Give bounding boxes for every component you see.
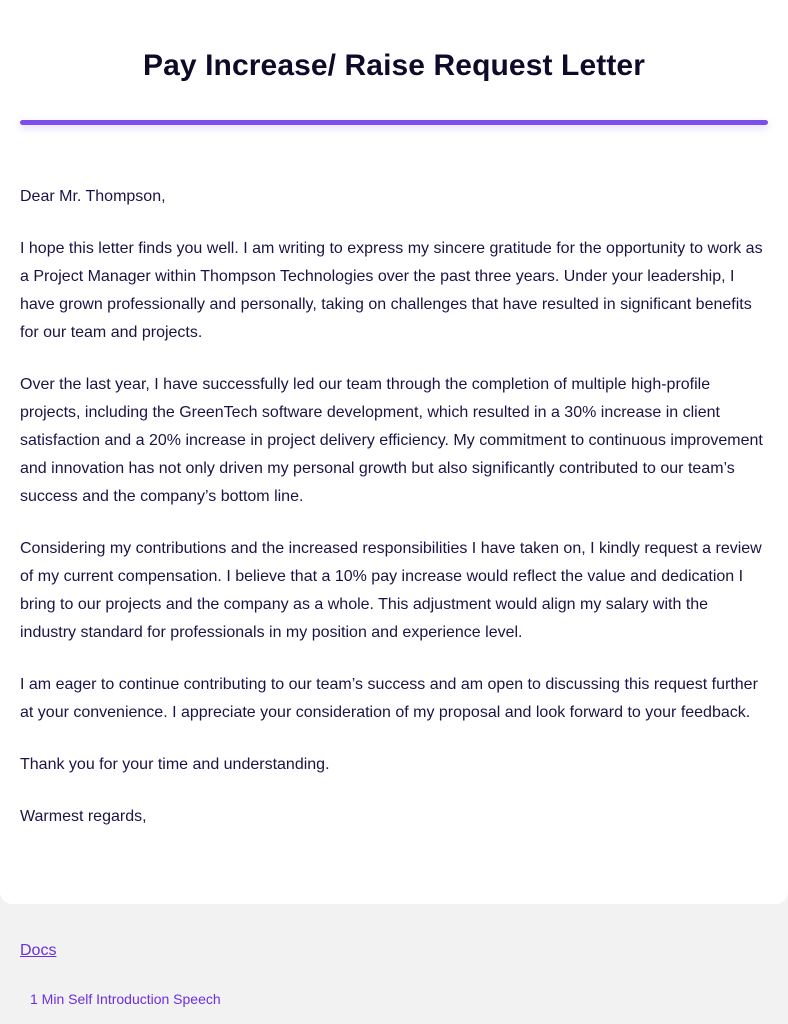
- letter-salutation: Dear Mr. Thompson,: [20, 188, 166, 205]
- page-title: Pay Increase/ Raise Request Letter: [143, 49, 645, 82]
- letter-paragraph: Considering my contributions and the increased responsibilities I have taken on, I kindly request a review of my current compensation. I believe that a 10% pay increase would reflect the value and dedication I bring to our projects and the company as a whole. This adjustment would align my salary with the industry standard for professionals in my position and experience level.: [20, 540, 762, 641]
- footer: [0, 920, 788, 1024]
- letter-paragraph: I am eager to continue contributing to our team’s success and am open to discussing this request further at your convenience. I appreciate your consideration of my proposal and look forward to your feedback.: [20, 676, 758, 721]
- letter-paragraph: Over the last year, I have successfully led our team through the completion of multiple high-profile projects, including the GreenTech software development, which resulted in a 30% increase in client satisfaction and a 20% increase in project delivery efficiency. My commitment to continuous improvement and innovation has not only driven my personal growth but also significantly contributed to our team’s success and the company’s bottom line.: [20, 376, 763, 505]
- docs-link[interactable]: Docs: [20, 942, 57, 959]
- letter-closing: Warmest regards,: [20, 808, 147, 825]
- related-doc-link[interactable]: 1 Min Self Introduction Speech: [30, 991, 221, 1007]
- title-divider: [20, 120, 768, 125]
- letter-paragraph: I hope this letter finds you well. I am writing to express my sincere gratitude for the opportunity to work as a Project Manager within Thompson Technologies over the past three years. Under your leadership, I have grown professionally and personally, taking on challenges that have resulted in significant benefits for our team and projects.: [20, 240, 763, 341]
- letter-paragraph: Thank you for your time and understanding.: [20, 756, 330, 773]
- letter-body: [20, 183, 768, 831]
